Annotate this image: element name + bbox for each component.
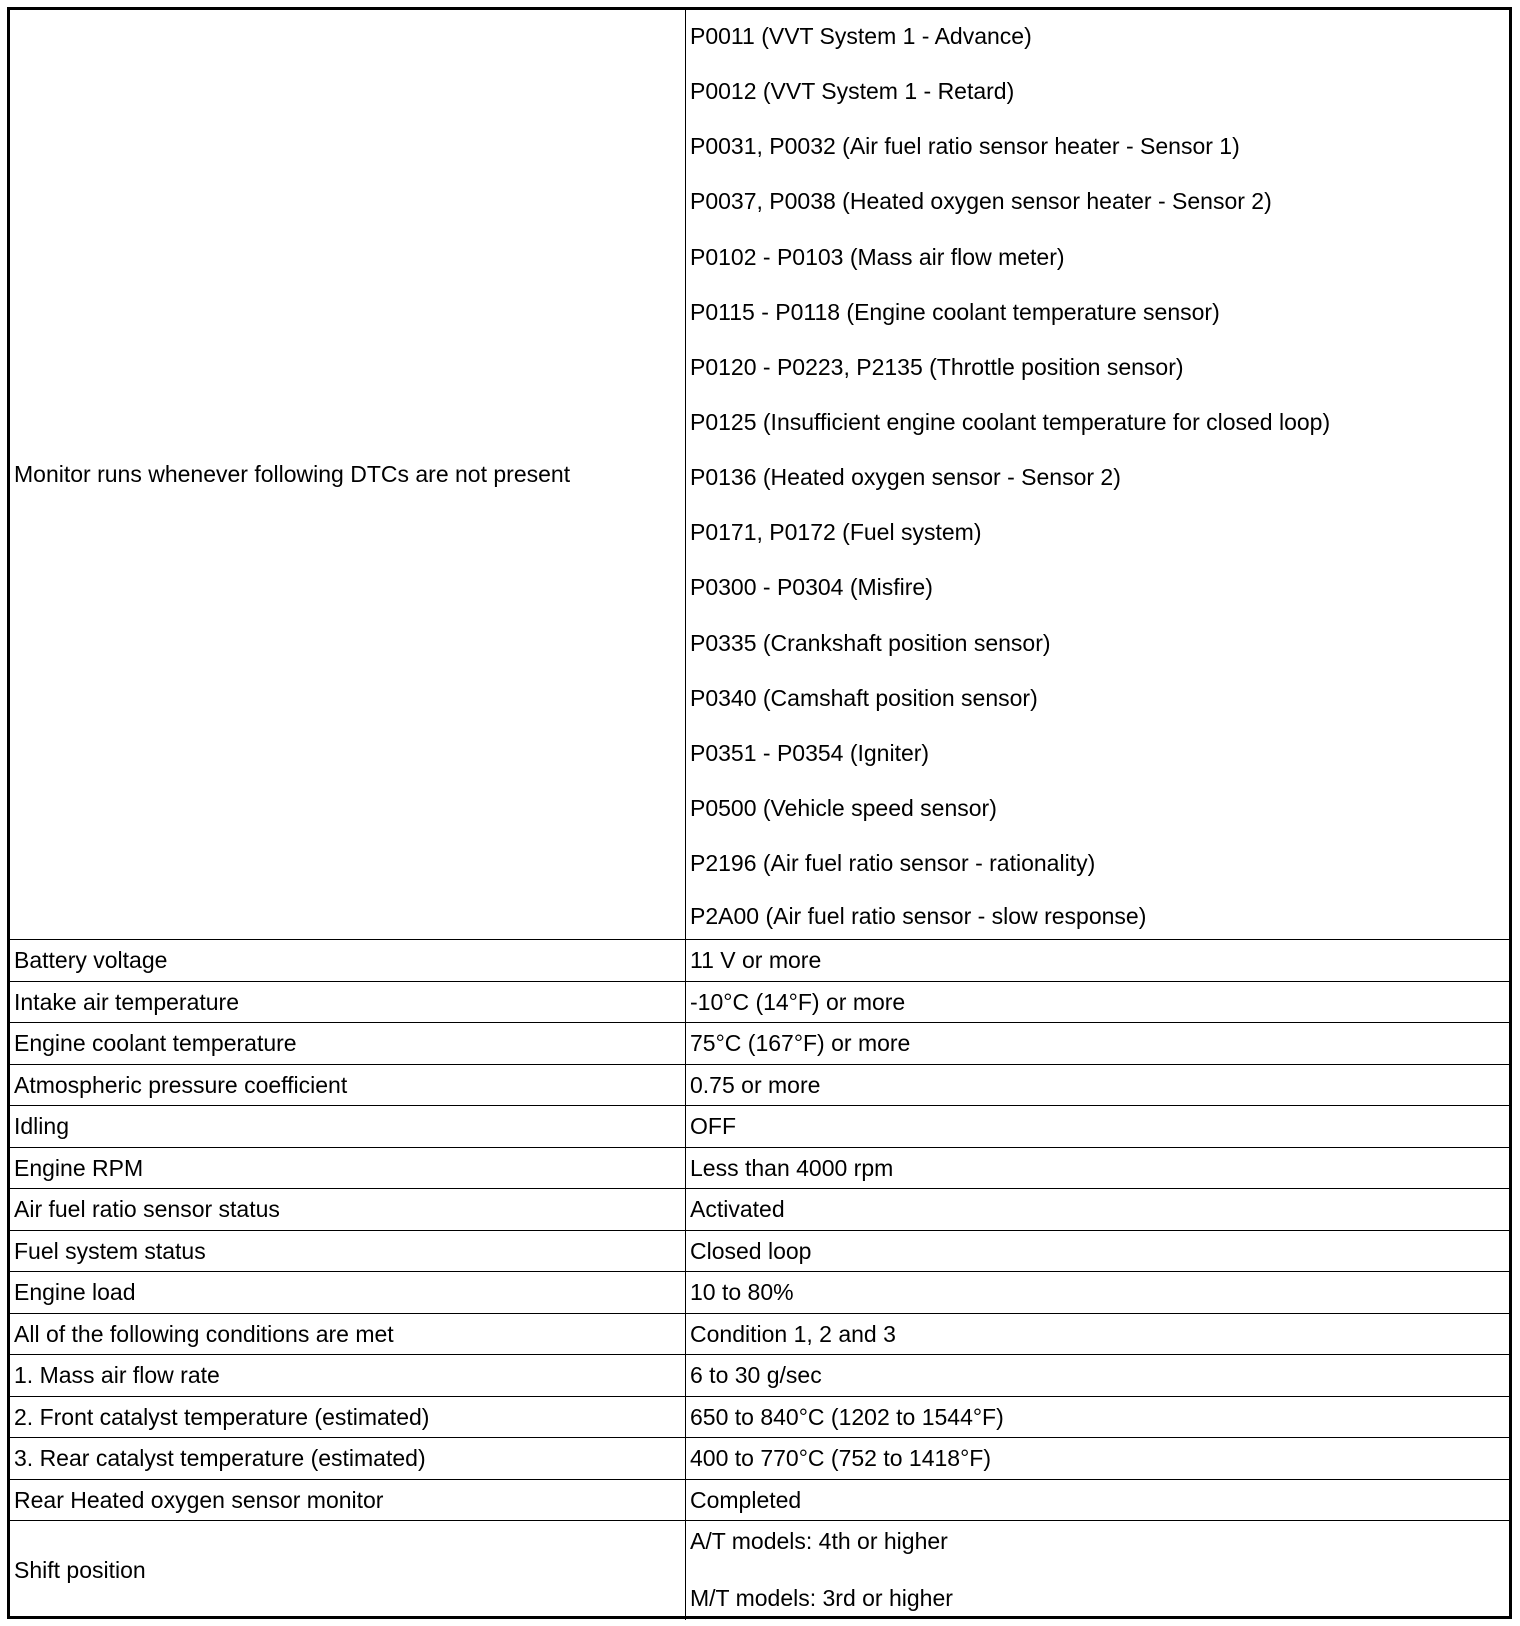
condition-label: 1. Mass air flow rate: [10, 1355, 686, 1397]
condition-label: Battery voltage: [10, 940, 686, 982]
condition-label: 3. Rear catalyst temperature (estimated): [10, 1438, 686, 1480]
dtc-item: P0351 - P0354 (Igniter): [690, 739, 930, 766]
dtc-item: P0037, P0038 (Heated oxygen sensor heater - Sensor 2): [690, 188, 1272, 215]
dtc-item: P0031, P0032 (Air fuel ratio sensor heater - Sensor 1): [690, 133, 1240, 160]
condition-value: 10 to 80%: [686, 1272, 1510, 1314]
table-row: [10, 1023, 1509, 1065]
condition-value: Completed: [686, 1479, 1510, 1521]
dtc-item: P2A00 (Air fuel ratio sensor - slow response): [690, 903, 1147, 930]
table-row: [10, 1230, 1509, 1272]
table-row: [10, 981, 1509, 1023]
condition-value: 6 to 30 g/sec: [686, 1355, 1510, 1397]
condition-label: Idling: [10, 1106, 686, 1148]
shift-value: A/T models: 4th or higher: [690, 1528, 948, 1555]
dtc-item: P0300 - P0304 (Misfire): [690, 574, 933, 601]
condition-label: Air fuel ratio sensor status: [10, 1189, 686, 1231]
condition-value: Less than 4000 rpm: [686, 1147, 1510, 1189]
condition-value: -10°C (14°F) or more: [686, 981, 1510, 1023]
table-row: [10, 1106, 1509, 1148]
table-row: [10, 1479, 1509, 1521]
dtc-item: P0335 (Crankshaft position sensor): [690, 629, 1051, 656]
condition-value: Closed loop: [686, 1230, 1510, 1272]
condition-label: Rear Heated oxygen sensor monitor: [10, 1479, 686, 1521]
table-row: [10, 940, 1509, 982]
dtc-item: P0120 - P0223, P2135 (Throttle position sensor): [690, 353, 1184, 380]
table-row: [10, 1438, 1509, 1480]
dtc-item: P0340 (Camshaft position sensor): [690, 684, 1038, 711]
condition-label: Fuel system status: [10, 1230, 686, 1272]
shift-row-label: Shift position: [10, 1521, 686, 1621]
condition-value: 75°C (167°F) or more: [686, 1023, 1510, 1065]
dtc-item: P0115 - P0118 (Engine coolant temperature sensor): [690, 298, 1220, 325]
table-row: [10, 1313, 1509, 1355]
table-row: [10, 1272, 1509, 1314]
dtc-list: [686, 10, 1510, 940]
condition-value: 650 to 840°C (1202 to 1544°F): [686, 1396, 1510, 1438]
table-row: [10, 1355, 1509, 1397]
condition-value: OFF: [686, 1106, 1510, 1148]
dtc-item: P0171, P0172 (Fuel system): [690, 519, 982, 546]
condition-value: Condition 1, 2 and 3: [686, 1313, 1510, 1355]
table-row: [10, 1396, 1509, 1438]
condition-label: Intake air temperature: [10, 981, 686, 1023]
dtc-row-label: Monitor runs whenever following DTCs are not present: [10, 10, 686, 940]
dtc-item: P0102 - P0103 (Mass air flow meter): [690, 243, 1065, 270]
condition-label: All of the following conditions are met: [10, 1313, 686, 1355]
shift-row: [10, 1521, 1509, 1621]
dtc-item: P0136 (Heated oxygen sensor - Sensor 2): [690, 464, 1121, 491]
condition-label: Atmospheric pressure coefficient: [10, 1064, 686, 1106]
condition-label: Engine coolant temperature: [10, 1023, 686, 1065]
dtc-row: [10, 10, 1509, 940]
table-row: [10, 1064, 1509, 1106]
shift-values: [686, 1521, 1510, 1621]
dtc-item: P0011 (VVT System 1 - Advance): [690, 23, 1032, 49]
monitor-conditions-table: [10, 10, 1509, 1620]
condition-value: 11 V or more: [686, 940, 1510, 982]
condition-value: 0.75 or more: [686, 1064, 1510, 1106]
shift-value: M/T models: 3rd or higher: [690, 1585, 953, 1612]
condition-value: 400 to 770°C (752 to 1418°F): [686, 1438, 1510, 1480]
dtc-item: P2196 (Air fuel ratio sensor - rationality): [690, 850, 1096, 877]
condition-label: 2. Front catalyst temperature (estimated): [10, 1396, 686, 1438]
condition-value: Activated: [686, 1189, 1510, 1231]
table-row: [10, 1147, 1509, 1189]
condition-label: Engine RPM: [10, 1147, 686, 1189]
dtc-item: P0500 (Vehicle speed sensor): [690, 794, 997, 821]
conditions-table-frame: [7, 7, 1512, 1619]
table-row: [10, 1189, 1509, 1231]
dtc-item: P0012 (VVT System 1 - Retard): [690, 78, 1015, 105]
dtc-item: P0125 (Insufficient engine coolant temperature for closed loop): [690, 408, 1331, 435]
condition-label: Engine load: [10, 1272, 686, 1314]
